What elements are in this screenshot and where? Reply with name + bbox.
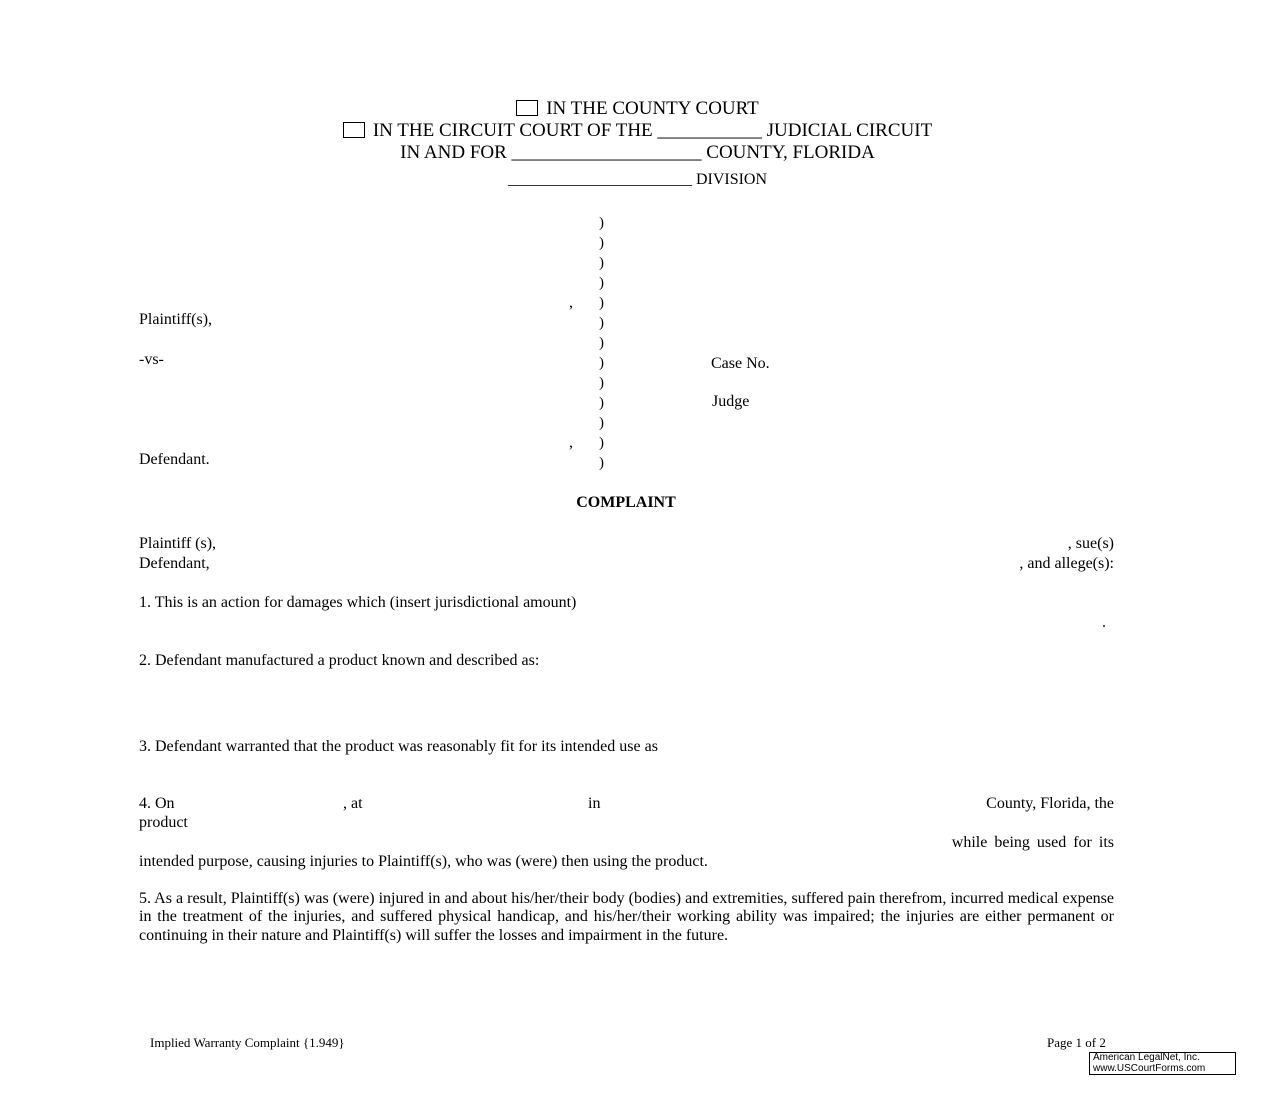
intro-alleges: , and allege(s):	[1019, 555, 1114, 572]
paragraph-3: 3. Defendant warranted that the product was reasonably fit for its intended use as	[139, 738, 658, 755]
caption-paren: )	[599, 455, 604, 471]
caption-paren: )	[599, 315, 604, 331]
intro-sues: , sue(s)	[1067, 535, 1114, 552]
publisher-name: American LegalNet, Inc.	[1093, 1052, 1200, 1063]
caption-paren: )	[599, 215, 604, 231]
division-line: _______________________ DIVISION	[507, 171, 768, 188]
county-court-checkbox[interactable]	[516, 100, 538, 116]
paragraph-4-in: in	[588, 795, 601, 812]
paragraph-4-product: product	[139, 814, 188, 831]
paragraph-4-county: County, Florida, the	[986, 795, 1114, 812]
plaintiff-name-comma: ,	[569, 294, 573, 311]
county-court-line	[0, 98, 1275, 120]
defendant-name-comma: ,	[569, 434, 573, 451]
publisher-url[interactable]: www.USCourtForms.com	[1093, 1062, 1206, 1074]
caption-paren: )	[599, 435, 604, 451]
circuit-court-checkbox[interactable]	[343, 122, 365, 138]
circuit-court-line	[0, 120, 1275, 142]
caption-paren: )	[599, 355, 604, 371]
paragraph-4-intended: intended purpose, causing injuries to Plaintiff(s), who was (were) then using the product.	[139, 853, 708, 870]
paragraph-5: 5. As a result, Plaintiff(s) was (were) injured in and about his/her/their body (bodies) and extremities, suffered pain therefrom, incurred medical expense in the treatment of the injuries, and suffered physical handicap, and his/her/their working ability was impaired; the injuries are either permanent or continuing in their nature and Plaintiff(s) will suffer the losses and impairment in the future.	[139, 890, 1114, 944]
paragraph-1: 1. This is an action for damages which (insert jurisdictional amount)	[139, 594, 577, 611]
paragraph-4-on: 4. On	[139, 795, 175, 812]
county-florida-line: IN AND FOR ____________________ COUNTY, FLORIDA	[400, 142, 875, 163]
paragraph-4-while: while being used for its	[951, 834, 1114, 851]
form-name: Implied Warranty Complaint {1.949}	[150, 1035, 345, 1050]
caption-paren: )	[599, 255, 604, 271]
caption-paren: )	[599, 295, 604, 311]
page-number: Page 1 of 2	[1047, 1035, 1106, 1050]
caption-paren: )	[599, 375, 604, 391]
intro-defendant: Defendant,	[139, 555, 210, 572]
caption-paren: )	[599, 275, 604, 291]
defendant-label: Defendant.	[139, 451, 210, 468]
judge-label: Judge	[712, 393, 750, 410]
publisher-stamp	[1089, 1052, 1236, 1075]
caption-paren: )	[599, 235, 604, 251]
paragraph-2: 2. Defendant manufactured a product known and described as:	[139, 652, 540, 669]
paragraph-4-at: , at	[343, 795, 363, 812]
county-court-label: IN THE COUNTY COURT	[546, 98, 759, 119]
intro-plaintiff: Plaintiff (s),	[139, 535, 217, 552]
paragraph-1-period: .	[1102, 614, 1106, 631]
caption-paren: )	[599, 335, 604, 351]
caption-paren: )	[599, 395, 604, 411]
vs-label: -vs-	[139, 351, 164, 368]
caption-paren: )	[599, 415, 604, 431]
circuit-court-label: IN THE CIRCUIT COURT OF THE ___________ JUDICIAL CIRCUIT	[372, 120, 933, 141]
plaintiff-label: Plaintiff(s),	[139, 311, 213, 328]
case-no-label: Case No.	[711, 355, 770, 372]
page-title: COMPLAINT	[576, 494, 676, 511]
